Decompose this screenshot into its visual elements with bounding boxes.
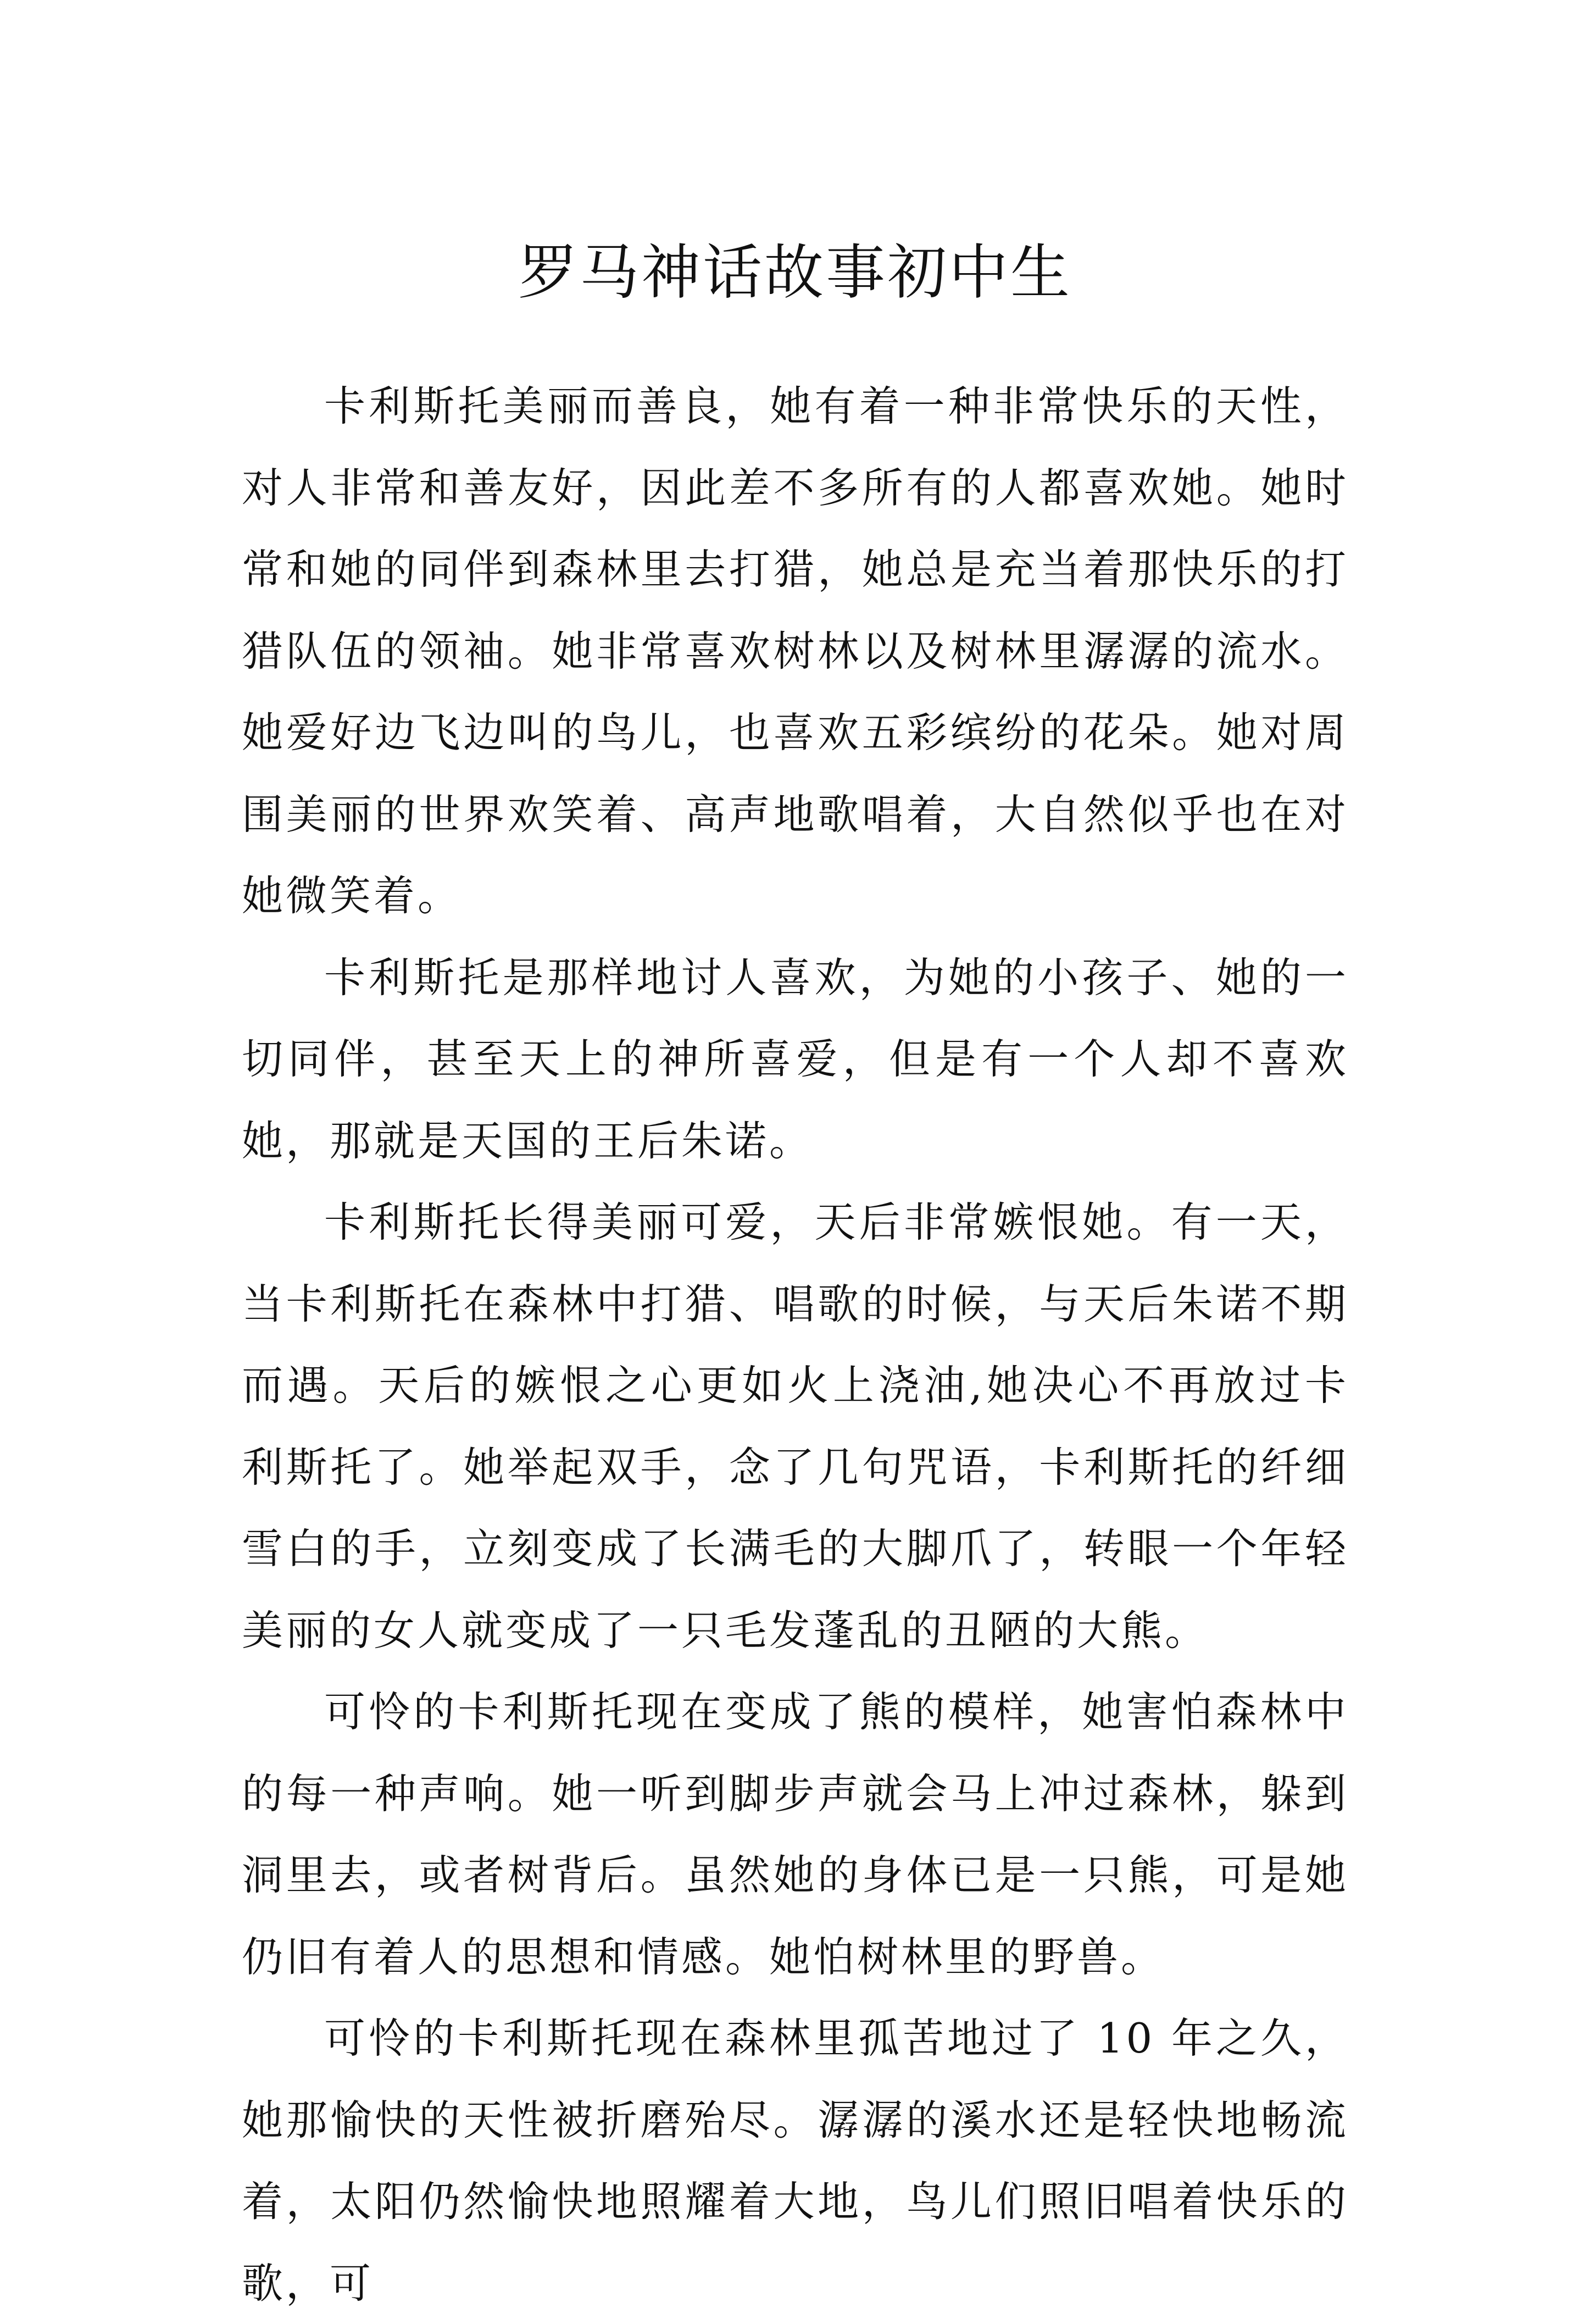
paragraph: 卡利斯托美丽而善良，她有着一种非常快乐的天性，对人非常和善友好，因此差不多所有的人都喜欢她。她时常和她的同伴到森林里去打猎，她总是充当着那快乐的打猎队伍的领袖。她非常喜欢树林以及树林里潺潺的流水。她爱好边飞边叫的鸟儿，也喜欢五彩缤纷的花朵。她对周围美丽的世界欢笑着、高声地歌唱着，大自然似乎也在对她微笑着。 xyxy=(242,382,1349,920)
paragraph: 可怜的卡利斯托现在变成了熊的模样，她害怕森林中的每一种声响。她一听到脚步声就会马上冲过森林，躲到洞里去，或者树背后。虽然她的身体已是一只熊，可是她仍旧有着人的思想和情感。她怕树林里的野兽。 xyxy=(242,1688,1349,1981)
document-title: 罗马神话故事初中生 xyxy=(518,238,1072,308)
paragraph: 卡利斯托长得美丽可爱，天后非常嫉恨她。有一天，当卡利斯托在森林中打猎、唱歌的时候，与天后朱诺不期而遇。天后的嫉恨之心更如火上浇油,她决心不再放过卡利斯托了。她举起双手，念了几句咒语，卡利斯托的纤细雪白的手，立刻变成了长满毛的大脚爪了，转眼一个年轻美丽的女人就变成了一只毛发蓬乱的丑陋的大熊。 xyxy=(242,1198,1349,1655)
paragraph: 可怜的卡利斯托现在森林里孤苦地过了 10 年之久，她那愉快的天性被折磨殆尽。潺潺的溪水还是轻快地畅流着，太阳仍然愉快地照耀着大地，鸟儿们照旧唱着快乐的歌，可 xyxy=(242,2014,1349,2308)
document-body xyxy=(242,365,1349,2324)
paragraph: 卡利斯托是那样地讨人喜欢，为她的小孩子、她的一切同伴，甚至天上的神所喜爱，但是有一个人却不喜欢她，那就是天国的王后朱诺。 xyxy=(242,953,1349,1165)
